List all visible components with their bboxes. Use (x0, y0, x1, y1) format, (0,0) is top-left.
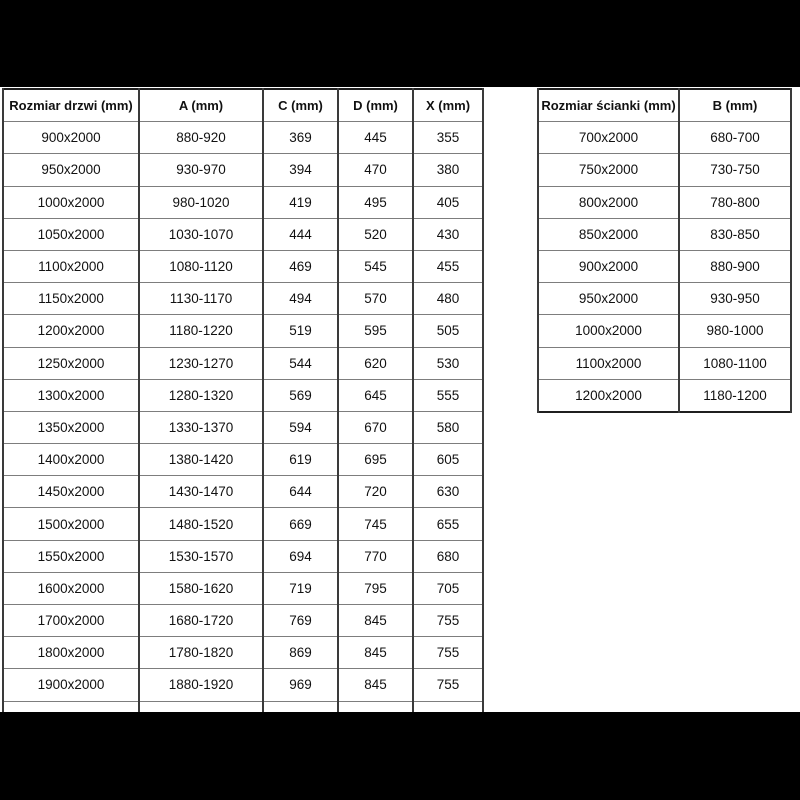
table-cell: 780-800 (679, 186, 791, 218)
table-row (3, 508, 483, 540)
table-cell: 595 (338, 315, 413, 347)
table-row (3, 605, 483, 637)
table-row (3, 637, 483, 669)
top-black-bar (0, 0, 800, 87)
table-cell: 1580-1620 (139, 572, 263, 604)
table-cell: 545 (338, 250, 413, 282)
table-cell: 1250x2000 (3, 347, 139, 379)
table-cell: 430 (413, 218, 483, 250)
table-cell: 1600x2000 (3, 572, 139, 604)
table-cell: 670 (338, 411, 413, 443)
table-cell: 880-900 (679, 250, 791, 282)
table-cell: 850x2000 (538, 218, 679, 250)
bottom-black-bar (0, 712, 800, 800)
table-cell: 1180-1220 (139, 315, 263, 347)
table-cell: 930-950 (679, 283, 791, 315)
table-cell: 569 (263, 379, 338, 411)
table-cell: 619 (263, 444, 338, 476)
table-cell: 594 (263, 411, 338, 443)
table-cell: 1230-1270 (139, 347, 263, 379)
header-row (538, 89, 791, 122)
table-cell: 1880-1920 (139, 669, 263, 701)
table-row (3, 411, 483, 443)
table-cell: 544 (263, 347, 338, 379)
table-cell: 455 (413, 250, 483, 282)
table-cell: 1330-1370 (139, 411, 263, 443)
table-cell: 1450x2000 (3, 476, 139, 508)
table-row (3, 669, 483, 701)
table-cell: 444 (263, 218, 338, 250)
table-row (538, 283, 791, 315)
table-cell: 1280-1320 (139, 379, 263, 411)
column-header: A (mm) (139, 89, 263, 122)
table-cell: 770 (338, 540, 413, 572)
table-cell: 1000x2000 (3, 186, 139, 218)
table-cell: 950x2000 (3, 154, 139, 186)
table-cell: 750x2000 (538, 154, 679, 186)
table-cell: 695 (338, 444, 413, 476)
table-cell: 700x2000 (538, 122, 679, 154)
table-cell: 755 (413, 669, 483, 701)
table-cell: 830-850 (679, 218, 791, 250)
table-row (538, 186, 791, 218)
table-cell: 394 (263, 154, 338, 186)
table-cell: 1080-1120 (139, 250, 263, 282)
column-header: B (mm) (679, 89, 791, 122)
table-cell: 380 (413, 154, 483, 186)
table-cell: 720 (338, 476, 413, 508)
table-row (538, 315, 791, 347)
table-cell: 1100x2000 (538, 347, 679, 379)
table-cell: 950x2000 (538, 283, 679, 315)
table-cell: 520 (338, 218, 413, 250)
table-row (3, 315, 483, 347)
table-cell: 355 (413, 122, 483, 154)
table-cell: 1430-1470 (139, 476, 263, 508)
table-cell: 795 (338, 572, 413, 604)
table-cell: 580 (413, 411, 483, 443)
table-row (3, 444, 483, 476)
table-cell: 419 (263, 186, 338, 218)
table-row (538, 250, 791, 282)
table-cell: 630 (413, 476, 483, 508)
table-cell: 1700x2000 (3, 605, 139, 637)
table-cell: 505 (413, 315, 483, 347)
table-cell: 845 (338, 669, 413, 701)
table-cell: 900x2000 (538, 250, 679, 282)
table-cell: 1100x2000 (3, 250, 139, 282)
table-cell: 470 (338, 154, 413, 186)
table-cell: 1300x2000 (3, 379, 139, 411)
table-cell: 1150x2000 (3, 283, 139, 315)
table-cell: 1400x2000 (3, 444, 139, 476)
table-cell: 769 (263, 605, 338, 637)
table-row (538, 379, 791, 412)
table-cell: 705 (413, 572, 483, 604)
table-row (3, 122, 483, 154)
table-cell: 680 (413, 540, 483, 572)
table-cell: 1800x2000 (3, 637, 139, 669)
table-cell: 620 (338, 347, 413, 379)
table-cell: 880-920 (139, 122, 263, 154)
table-row (3, 572, 483, 604)
table-cell: 930-970 (139, 154, 263, 186)
table-cell: 730-750 (679, 154, 791, 186)
table-cell: 745 (338, 508, 413, 540)
table-cell: 755 (413, 605, 483, 637)
table-cell: 719 (263, 572, 338, 604)
table-cell: 1680-1720 (139, 605, 263, 637)
table-cell: 869 (263, 637, 338, 669)
table-cell: 1550x2000 (3, 540, 139, 572)
table-row (538, 122, 791, 154)
table-cell: 1080-1100 (679, 347, 791, 379)
table-cell: 1050x2000 (3, 218, 139, 250)
table-cell: 1500x2000 (3, 508, 139, 540)
table-cell: 570 (338, 283, 413, 315)
table-cell: 1380-1420 (139, 444, 263, 476)
table-cell: 1200x2000 (3, 315, 139, 347)
table-cell: 969 (263, 669, 338, 701)
table-cell: 755 (413, 637, 483, 669)
table-cell: 555 (413, 379, 483, 411)
table-cell: 1530-1570 (139, 540, 263, 572)
table-cell: 1900x2000 (3, 669, 139, 701)
table-row (3, 186, 483, 218)
table-cell: 800x2000 (538, 186, 679, 218)
table-row (3, 218, 483, 250)
table-cell: 980-1020 (139, 186, 263, 218)
column-header: X (mm) (413, 89, 483, 122)
table-row (538, 218, 791, 250)
table-cell: 1180-1200 (679, 379, 791, 412)
table-cell: 1200x2000 (538, 379, 679, 412)
table-cell: 845 (338, 605, 413, 637)
table-cell: 669 (263, 508, 338, 540)
table-cell: 530 (413, 347, 483, 379)
table-cell: 369 (263, 122, 338, 154)
table-cell: 644 (263, 476, 338, 508)
table-cell: 494 (263, 283, 338, 315)
table-cell: 519 (263, 315, 338, 347)
table-row (3, 250, 483, 282)
table-cell: 1350x2000 (3, 411, 139, 443)
table-cell: 469 (263, 250, 338, 282)
header-row (3, 89, 483, 122)
table-cell: 845 (338, 637, 413, 669)
table-cell: 405 (413, 186, 483, 218)
table-cell: 1000x2000 (538, 315, 679, 347)
table-cell: 1030-1070 (139, 218, 263, 250)
table-cell: 1130-1170 (139, 283, 263, 315)
column-header: C (mm) (263, 89, 338, 122)
table-row (538, 154, 791, 186)
column-header: Rozmiar ścianki (mm) (538, 89, 679, 122)
table-cell: 694 (263, 540, 338, 572)
column-header: Rozmiar drzwi (mm) (3, 89, 139, 122)
table-row (3, 154, 483, 186)
door-size-table (2, 88, 484, 735)
table-cell: 495 (338, 186, 413, 218)
table-row (3, 347, 483, 379)
table-row (3, 540, 483, 572)
table-cell: 445 (338, 122, 413, 154)
table-row (3, 283, 483, 315)
table-cell: 645 (338, 379, 413, 411)
table-cell: 680-700 (679, 122, 791, 154)
table-row (3, 379, 483, 411)
table-cell: 605 (413, 444, 483, 476)
column-header: D (mm) (338, 89, 413, 122)
table-row (3, 476, 483, 508)
table-cell: 1780-1820 (139, 637, 263, 669)
table-row (538, 347, 791, 379)
table-cell: 980-1000 (679, 315, 791, 347)
table-cell: 655 (413, 508, 483, 540)
wall-size-table (537, 88, 792, 413)
table-cell: 1480-1520 (139, 508, 263, 540)
table-cell: 900x2000 (3, 122, 139, 154)
table-cell: 480 (413, 283, 483, 315)
content-area (0, 87, 800, 712)
